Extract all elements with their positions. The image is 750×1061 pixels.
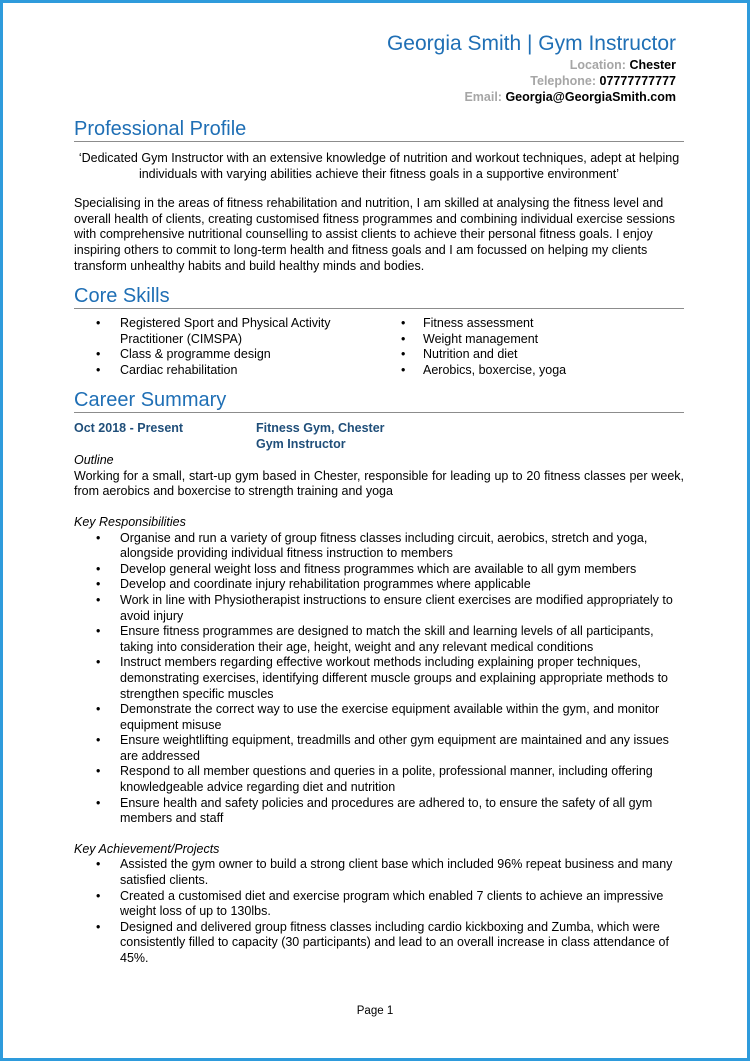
telephone-label: Telephone: [530,74,597,88]
skill-item: • Cardiac rehabilitation [74,363,379,379]
profile-section [74,117,684,274]
outline-text: Working for a small, start-up gym based in Chester, responsible for leading up to 20 fitness classes per week, from aerobics and boxercise to strength training and yoga [74,468,684,499]
profile-body: Specialising in the areas of fitness rehabilitation and nutrition, I am skilled at analysing the fitness level and overall health of clients, creating customised fitness programmes and combining individual exercise sessions with comprehensive nutritional counselling to assist clients to achieve their personal fitness goals. I enjoy inspiring others to commit to long-term health and fitness goals and I am focussed on helping my clients transform unhealthy habits and build healthy minds and bodies. [74,196,675,273]
responsibility-item: • Instruct members regarding effective workout methods including explaining proper techniques, demonstrating exercises, identifying different muscle groups and explaining appropriate methods to strengthen specific muscles [74,655,684,702]
achievement-item: • Designed and delivered group fitness classes including cardio kickboxing and Zumba, which were consistently filled to capacity (30 participants) and lead to an overall increase in class attendance of 45%. [74,920,684,967]
achievement-item: • Created a customised diet and exercise program which enabled 7 clients to achieve an impressive weight loss of up to 130lbs. [74,889,684,920]
skill-item: • Nutrition and diet [379,347,684,363]
profile-quote: ‘Dedicated Gym Instructor with an extensive knowledge of nutrition and workout techniques, adept at helping individuals with varying abilities achieve their fitness goals in a supportive environment’ [78,151,680,181]
telephone-line [387,73,676,89]
skills-columns [74,316,684,378]
telephone-value: 07777777777 [599,74,676,88]
achievements-label: Key Achievement/Projects [74,841,220,856]
achievements-list [74,857,684,966]
job-role: Gym Instructor [256,436,346,451]
job-employer-block [256,421,385,452]
profile-heading: Professional Profile [74,117,684,142]
page-number: Page 1 [356,1005,394,1017]
skill-item: • Registered Sport and Physical Activity Practitioner (CIMSPA) [74,316,379,347]
job-employer: Fitness Gym, Chester [256,421,385,435]
achievement-item: • Assisted the gym owner to build a strong client base which included 96% repeat business and many satisfied clients. [74,857,684,888]
skill-item: • Aerobics, boxercise, yoga [379,363,684,379]
responsibility-item: • Ensure health and safety policies and procedures are adhered to, to ensure the safety of all gym members and staff [74,796,684,827]
skills-left-column [74,316,379,378]
job-header [74,421,684,452]
email-label: Email: [464,90,502,104]
cv-header [387,31,676,105]
location-value: Chester [629,58,676,72]
skill-item: • Fitness assessment [379,316,684,332]
skill-item: • Weight management [379,332,684,348]
responsibility-item: • Work in line with Physiotherapist instructions to ensure client exercises are modified appropriately to avoid injury [74,593,684,624]
skill-item: • Class & programme design [74,347,379,363]
career-heading: Career Summary [74,388,684,413]
responsibility-item: • Develop and coordinate injury rehabilitation programmes where applicable [74,577,684,593]
responsibility-item: • Ensure fitness programmes are designed to match the skill and learning levels of all participants, taking into consideration their age, height, weight and any relevant medical conditions [74,624,684,655]
skills-section [74,284,684,378]
responsibility-item: • Demonstrate the correct way to use the exercise equipment available within the gym, and monitor equipment misuse [74,702,684,733]
responsibility-item: • Respond to all member questions and queries in a polite, professional manner, including offering knowledgeable advice regarding diet and nutrition [74,764,684,795]
email-value[interactable]: Georgia@GeorgiaSmith.com [505,90,676,104]
responsibility-item: • Organise and run a variety of group fitness classes including circuit, aerobics, stretch and yoga, alongside providing individual fitness instruction to members [74,531,684,562]
responsibility-item: • Develop general weight loss and fitness programmes which are available to all gym members [74,562,684,578]
email-line [387,89,676,105]
career-section [74,388,684,967]
name-title: Georgia Smith | Gym Instructor [386,32,676,55]
outline-label: Outline [74,453,114,468]
location-line [387,57,676,73]
job-date: Oct 2018 - Present [74,421,184,435]
location-label: Location: [569,58,626,72]
skills-heading: Core Skills [74,284,684,309]
responsibilities-list [74,531,684,827]
skills-right-column [379,316,684,378]
responsibility-item: • Ensure weightlifting equipment, treadmills and other gym equipment are maintained and any issues are addressed [74,733,684,764]
responsibilities-label: Key Responsibilities [74,514,186,529]
